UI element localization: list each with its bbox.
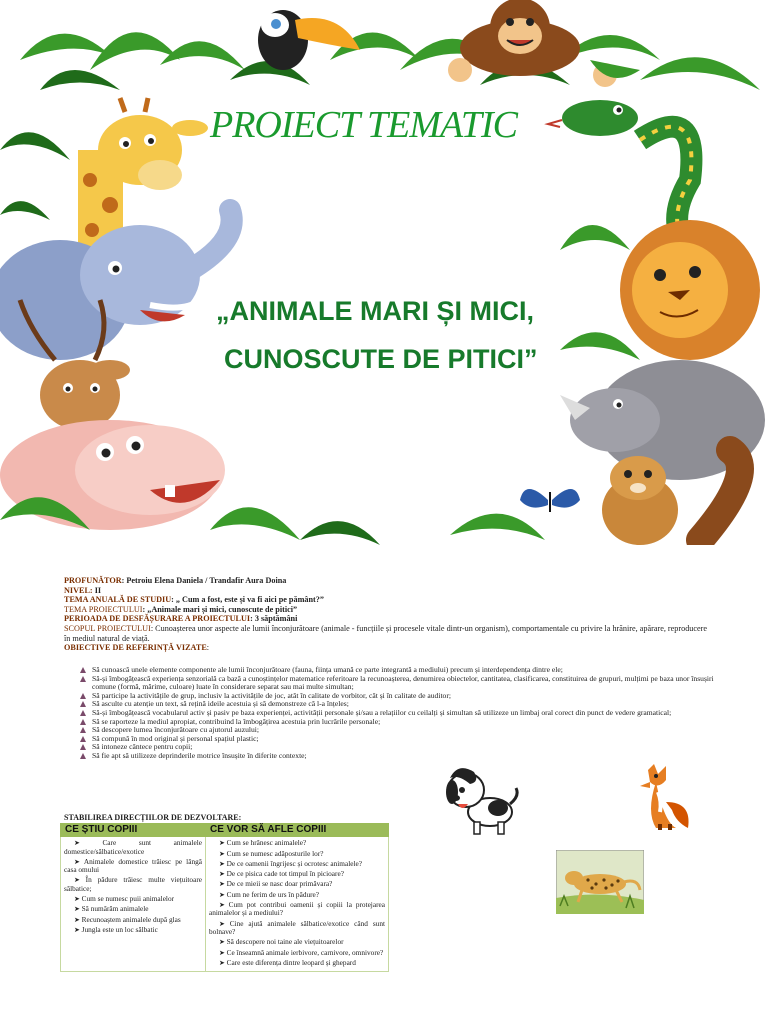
obiective-heading-row	[64, 643, 714, 653]
nivel-value: II	[92, 585, 102, 595]
list-item: ➤ Care este diferența dintre leopard și ghepard	[209, 959, 385, 967]
list-item: ➤ Ce înseamnă animale ierbivore, carnivore, omnivore?	[209, 949, 385, 957]
arrow-right-icon: ➤	[219, 938, 227, 947]
column-header-know: CE ȘTIU COPIII	[61, 824, 206, 837]
purple-triangle-bullet-icon	[80, 710, 87, 717]
know-cell	[61, 837, 206, 972]
arrow-right-icon: ➤	[219, 901, 229, 910]
list-item: ➤ De ce oamenii îngrijesc și ocrotesc animalele?	[209, 860, 385, 868]
scop-row	[64, 624, 714, 643]
purple-triangle-bullet-icon	[80, 676, 87, 683]
learn-cell	[206, 837, 389, 972]
nivel-row	[64, 586, 714, 596]
list-item: Să participe la activitățile de grup, inclusiv la activitățile de joc, atât în calitate de vorbitor, cât și în calitate de auditor;	[80, 692, 720, 701]
purple-triangle-bullet-icon	[80, 667, 87, 674]
purple-triangle-bullet-icon	[80, 693, 87, 700]
arrow-right-icon: ➤	[219, 919, 230, 928]
arrow-right-icon: ➤	[219, 880, 227, 889]
arrow-right-icon: ➤	[219, 859, 227, 868]
arrow-right-icon: ➤	[219, 948, 227, 957]
list-item: ➤ Să numărăm animalele	[64, 905, 202, 913]
tema-proiect-label: TEMA PROIECTULUI	[64, 604, 143, 614]
arrow-right-icon: ➤	[219, 958, 227, 967]
objectives-list	[80, 666, 720, 761]
purple-triangle-bullet-icon	[80, 753, 87, 760]
list-item: ➤ Cum ne ferim de urs în pădure?	[209, 891, 385, 899]
lion-illustration	[620, 220, 760, 360]
arrow-right-icon: ➤	[219, 849, 227, 858]
list-item: ➤ Recunoaștem animalele după glas	[64, 916, 202, 924]
obiective-label: OBIECTIVE DE REFERINȚĂ VIZATE	[64, 643, 207, 653]
arrow-right-icon: ➤	[74, 857, 84, 866]
propunator-value: : Petroiu Elena Daniela / Trandafir Aura Doina	[121, 576, 287, 585]
purple-triangle-bullet-icon	[80, 736, 87, 743]
list-item: ➤ Să descopere noi taine ale viețuitoarelor	[209, 938, 385, 946]
obiective-suffix: :	[206, 643, 210, 653]
list-item: ➤ Jungla este un loc sălbatic	[64, 926, 202, 934]
column-header-learn: CE VOR SĂ AFLE COPIII	[206, 824, 389, 837]
propunator-row	[64, 576, 714, 586]
tema-proiect-row	[64, 605, 714, 615]
list-item: ➤ Cum se hrănesc animalele?	[209, 839, 385, 847]
list-item: ➤ Cum se numesc puii animalelor	[64, 895, 202, 903]
list-item: ➤ Cum pot contribui oamenii și copiii la protejarea animalelor și a mediului?	[209, 900, 385, 918]
arrow-right-icon: ➤	[219, 870, 227, 879]
table-row	[61, 837, 389, 972]
list-item: ➤ Care sunt animalele domestice/sălbatice/exotice	[64, 838, 202, 856]
project-subtitle-line-1: „ANIMALE MARI ȘI MICI,	[216, 296, 534, 326]
list-item: Să descopere lumea înconjurătoare cu ajutorul auzului;	[80, 726, 720, 735]
tema-anuala-label: TEMA ANUALĂ DE STUDIU	[64, 595, 172, 605]
list-item: Să asculte cu atenție un text, să rețină ideile acestuia și să demonstreze că l-a înțeles;	[80, 700, 720, 709]
toucan-illustration	[258, 10, 360, 70]
arrow-right-icon: ➤	[74, 915, 82, 924]
tema-anuala-value: : „ Cum a fost, este și va fi aici pe pământ?”	[171, 595, 324, 605]
list-item: Să-și îmbogățească experiența senzorială ca bază a cunoștințelor matematice referitoare la recunoașterea, denumirea obiectelor, cantitatea, clasificarea, constituirea de grupuri, mulțimi pe baza unor însușiri comune (formă, mărime, culoare) luate în considerare separat sau mai multe simultan;	[80, 675, 720, 692]
purple-triangle-bullet-icon	[80, 727, 87, 734]
directions-table	[60, 823, 389, 972]
arrow-right-icon: ➤	[74, 925, 82, 934]
arrow-right-icon: ➤	[74, 876, 86, 885]
directions-heading: STABILIREA DIRECȚIILOR DE DEZVOLTARE:	[64, 813, 242, 822]
nivel-label: NIVEL:	[64, 585, 93, 595]
cartoon-fox-icon	[636, 762, 692, 832]
cheetah-icon	[556, 850, 644, 914]
perioada-label: PERIOADA DE DESFĂȘURARE A PROIECTULUI	[64, 614, 251, 624]
project-subtitle-line-2: CUNOSCUTE DE PITICI”	[224, 344, 538, 374]
perioada-value: : 3 săptămâni	[250, 614, 298, 624]
list-item: ➤ De ce mieii se nasc doar primăvara?	[209, 880, 385, 888]
arrow-right-icon: ➤	[74, 905, 82, 914]
perioada-row	[64, 614, 714, 624]
list-item: Să-și îmbogățească vocabularul activ și pasiv pe baza experienței, activității personale și/sau a relațiilor cu ceilalți și simultan să utilizeze un limbaj oral corect din punct de vedere gramatical;	[80, 709, 720, 718]
list-item: Să cunoască unele elemente componente ale lumii înconjurătoare (fauna, ființa umană ce parte integrantă a mediului) precum și interdependența dintre ele;	[80, 666, 720, 675]
purple-triangle-bullet-icon	[80, 701, 87, 708]
tema-proiect-value: : „Animale mari și mici, cunoscute de pitici”	[142, 604, 298, 614]
project-meta	[64, 576, 714, 653]
arrow-right-icon: ➤	[74, 839, 103, 848]
arrow-right-icon: ➤	[74, 895, 82, 904]
arrow-right-icon: ➤	[219, 839, 227, 848]
purple-triangle-bullet-icon	[80, 719, 87, 726]
list-item: ➤ Cum se numesc adăposturile lor?	[209, 850, 385, 858]
propunator-label: PROFUNĂTOR	[64, 576, 122, 585]
tema-anuala-row	[64, 595, 714, 605]
list-item: Să fie apt să utilizeze deprinderile motrice însușite în diferite contexte;	[80, 752, 720, 761]
list-item: Să compună în mod original și personal spațiul plastic;	[80, 735, 720, 744]
list-item: Să intoneze cântece pentru copii;	[80, 743, 720, 752]
table-header-row	[61, 824, 389, 837]
list-item: ➤ De ce pisica cade tot timpul în picioare?	[209, 870, 385, 878]
list-item: ➤ În pădure trăiesc multe viețuitoare sălbatice;	[64, 875, 202, 893]
scop-value: : Cunoașterea unor aspecte ale lumii înconjurătoare (animale - funcțiile și procesele vitale dintr-un organism), comportamentale cu privire la hrănire, apărare, reproducere în mediul natural de viață.	[64, 623, 708, 643]
list-item: Să se raporteze la mediul apropiat, contribuind la îmbogățirea acestuia prin lucrările personale;	[80, 718, 720, 727]
arrow-right-icon: ➤	[219, 890, 227, 899]
page-title: PROIECT TEMATIC	[210, 104, 517, 146]
list-item: ➤ Cine ajută animalele sălbatice/exotice când sunt bolnave?	[209, 918, 385, 936]
purple-triangle-bullet-icon	[80, 744, 87, 751]
list-item: ➤ Animalele domestice trăiesc pe lângă casa omului	[64, 856, 202, 875]
scop-label: SCOPUL PROIECTULUI	[64, 623, 151, 633]
cartoon-dog-icon	[440, 760, 520, 840]
